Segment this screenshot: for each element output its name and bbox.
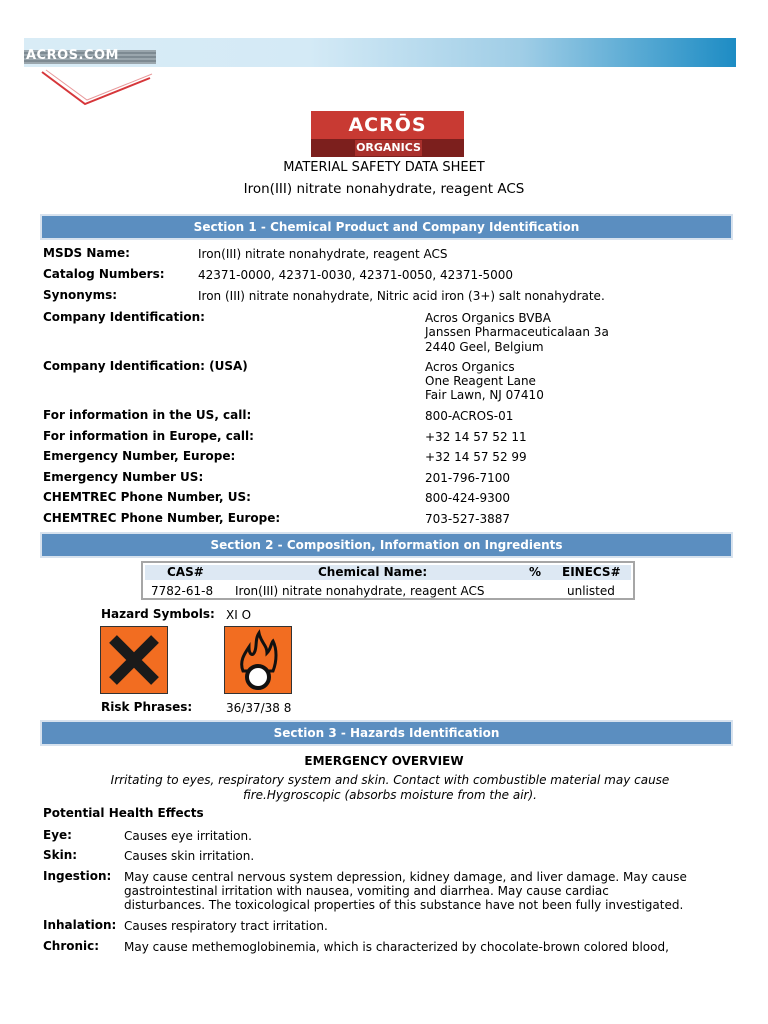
emergency-overview-line: Irritating to eyes, respiratory system and skin. Contact with combustible material may cause	[110, 773, 670, 787]
phone-label: For information in Europe, call:	[43, 429, 254, 443]
company-usa-line: Fair Lawn, NJ 07410	[425, 388, 544, 402]
table-header-cas: CAS#	[167, 565, 204, 579]
effect-text: Causes respiratory tract irritation.	[124, 919, 328, 933]
phone-label: CHEMTREC Phone Number, US:	[43, 490, 251, 504]
synonyms-label: Synonyms:	[43, 288, 118, 302]
effect-label-skin: Skin:	[43, 848, 78, 862]
document-title: MATERIAL SAFETY DATA SHEET	[283, 160, 485, 175]
msds-name-value: Iron(III) nitrate nonahydrate, reagent ACS	[198, 247, 448, 261]
section-3-header: Section 3 - Hazards Identification	[40, 720, 733, 746]
catalog-value: 42371-0000, 42371-0030, 42371-0050, 42371-5000	[198, 268, 514, 282]
logo-top-text: ACRŌS	[311, 111, 464, 139]
effect-text: May cause central nervous system depression, kidney damage, and liver damage. May cause	[124, 870, 687, 884]
effect-text: disturbances. The toxicological properties of this substance have not been fully investigated.	[124, 898, 684, 912]
phone-label: Emergency Number, Europe:	[43, 449, 236, 463]
table-header-percent: %	[529, 565, 542, 579]
company-usa-label: Company Identification: (USA)	[43, 359, 248, 373]
document-subtitle: Iron(III) nitrate nonahydrate, reagent ACS	[243, 181, 525, 197]
phone-value: +32 14 57 52 99	[425, 450, 527, 464]
effect-text: Causes skin irritation.	[124, 849, 255, 863]
oxidizer-flame-hazard-icon	[224, 626, 292, 694]
phone-label: Emergency Number US:	[43, 470, 204, 484]
banner-swoosh-graphic	[40, 60, 160, 110]
company-line: Acros Organics BVBA	[425, 311, 551, 325]
site-logo[interactable]: ACROS.COM	[26, 48, 119, 63]
effect-text: gastrointestinal irritation with nausea, vomiting and diarrhea. May cause cardiac	[124, 884, 609, 898]
effect-label-eye: Eye:	[43, 828, 72, 842]
synonyms-value: Iron (III) nitrate nonahydrate, Nitric acid iron (3+) salt nonahydrate.	[198, 289, 605, 303]
effect-label-chronic: Chronic:	[43, 939, 100, 953]
phone-value: 800-ACROS-01	[425, 409, 514, 423]
irritant-x-hazard-icon	[100, 626, 168, 694]
company-usa-line: Acros Organics	[425, 360, 515, 374]
effect-text: May cause methemoglobinemia, which is characterized by chocolate-brown colored blood,	[124, 940, 669, 954]
hazard-symbols-label: Hazard Symbols:	[101, 607, 215, 621]
table-cell-einecs: unlisted	[567, 584, 615, 598]
msds-name-label: MSDS Name:	[43, 246, 130, 260]
emergency-overview-title: EMERGENCY OVERVIEW	[304, 754, 464, 768]
effect-text: Causes eye irritation.	[124, 829, 252, 843]
company-usa-line: One Reagent Lane	[425, 374, 536, 388]
risk-phrases-label: Risk Phrases:	[101, 700, 193, 714]
phone-label: For information in the US, call:	[43, 408, 252, 422]
emergency-overview-line: fire.Hygroscopic (absorbs moisture from the air).	[242, 788, 537, 802]
composition-table	[141, 561, 635, 600]
section-1-header: Section 1 - Chemical Product and Company Identification	[40, 214, 733, 240]
phone-value: 703-527-3887	[425, 512, 511, 526]
company-id-label: Company Identification:	[43, 310, 205, 324]
logo-bottom-text: ORGANICS	[356, 141, 421, 154]
table-header-chemical-name: Chemical Name:	[318, 565, 428, 579]
table-cell-chemical-name: Iron(III) nitrate nonahydrate, reagent ACS	[235, 584, 485, 598]
acros-organics-logo	[311, 111, 464, 157]
phone-value: +32 14 57 52 11	[425, 430, 527, 444]
catalog-label: Catalog Numbers:	[43, 267, 165, 281]
section-2-header: Section 2 - Composition, Information on Ingredients	[40, 532, 733, 558]
hazard-symbols-value: XI O	[226, 608, 252, 622]
effect-label-ingestion: Ingestion:	[43, 869, 112, 883]
phone-label: CHEMTREC Phone Number, Europe:	[43, 511, 281, 525]
company-line: Janssen Pharmaceuticalaan 3a	[425, 325, 609, 339]
potential-health-effects-title: Potential Health Effects	[43, 806, 204, 820]
risk-phrases-value: 36/37/38 8	[226, 701, 292, 715]
phone-value: 201-796-7100	[425, 471, 511, 485]
table-header-einecs: EINECS#	[562, 565, 621, 579]
effect-label-inhalation: Inhalation:	[43, 918, 117, 932]
phone-value: 800-424-9300	[425, 491, 511, 505]
company-line: 2440 Geel, Belgium	[425, 340, 544, 354]
table-cell-cas: 7782-61-8	[151, 584, 214, 598]
